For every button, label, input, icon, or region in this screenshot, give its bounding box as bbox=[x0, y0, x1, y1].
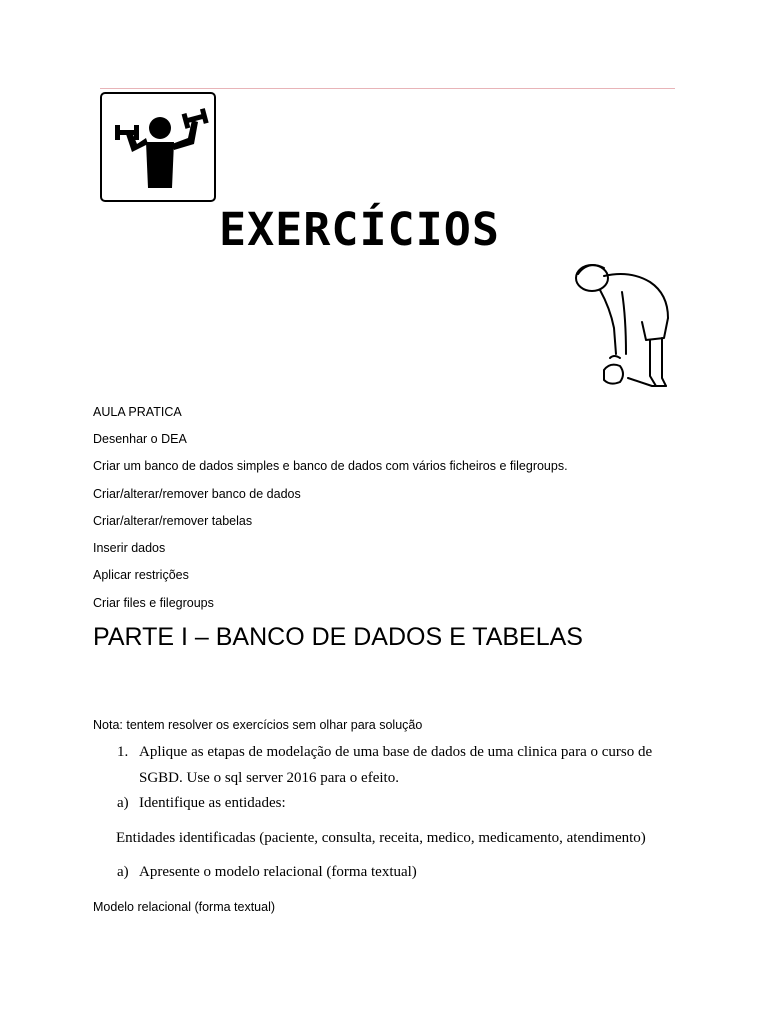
sub-item-text: Apresente o modelo relacional (forma textual) bbox=[139, 864, 417, 880]
sub-item-text: Identifique as entidades: bbox=[139, 795, 286, 811]
sub-item-label: a) bbox=[117, 795, 129, 811]
entities-answer: Entidades identificadas (paciente, consulta, receita, medico, medicamento, atendimento) bbox=[116, 830, 646, 846]
list-item: Inserir dados bbox=[93, 541, 166, 555]
exercise-text-line: SGBD. Use o sql server 2016 para o efeito. bbox=[139, 770, 399, 786]
list-item: Aplicar restrições bbox=[93, 568, 189, 582]
list-item: Criar um banco de dados simples e banco de dados com vários ficheiros e filegroups. bbox=[93, 459, 568, 473]
list-item: AULA PRATICA bbox=[93, 405, 182, 419]
toe-touch-person-illustration bbox=[570, 258, 680, 393]
section-heading: PARTE I – BANCO DE DADOS E TABELAS bbox=[93, 623, 583, 651]
exercise-number: 1. bbox=[117, 744, 129, 760]
page-headline: EXERCÍCIOS bbox=[219, 203, 500, 256]
list-item: Desenhar o DEA bbox=[93, 432, 187, 446]
relational-model-heading: Modelo relacional (forma textual) bbox=[93, 900, 276, 914]
note-text: Nota: tentem resolver os exercícios sem olhar para solução bbox=[93, 718, 423, 732]
weightlifter-icon bbox=[100, 92, 216, 202]
exercise-text-line: Aplique as etapas de modelação de uma base de dados de uma clinica para o curso de bbox=[139, 744, 653, 760]
header-rule bbox=[100, 88, 675, 89]
list-item: Criar files e filegroups bbox=[93, 596, 214, 610]
sub-item-label: a) bbox=[117, 864, 129, 880]
list-item: Criar/alterar/remover banco de dados bbox=[93, 487, 301, 501]
list-item: Criar/alterar/remover tabelas bbox=[93, 514, 253, 528]
